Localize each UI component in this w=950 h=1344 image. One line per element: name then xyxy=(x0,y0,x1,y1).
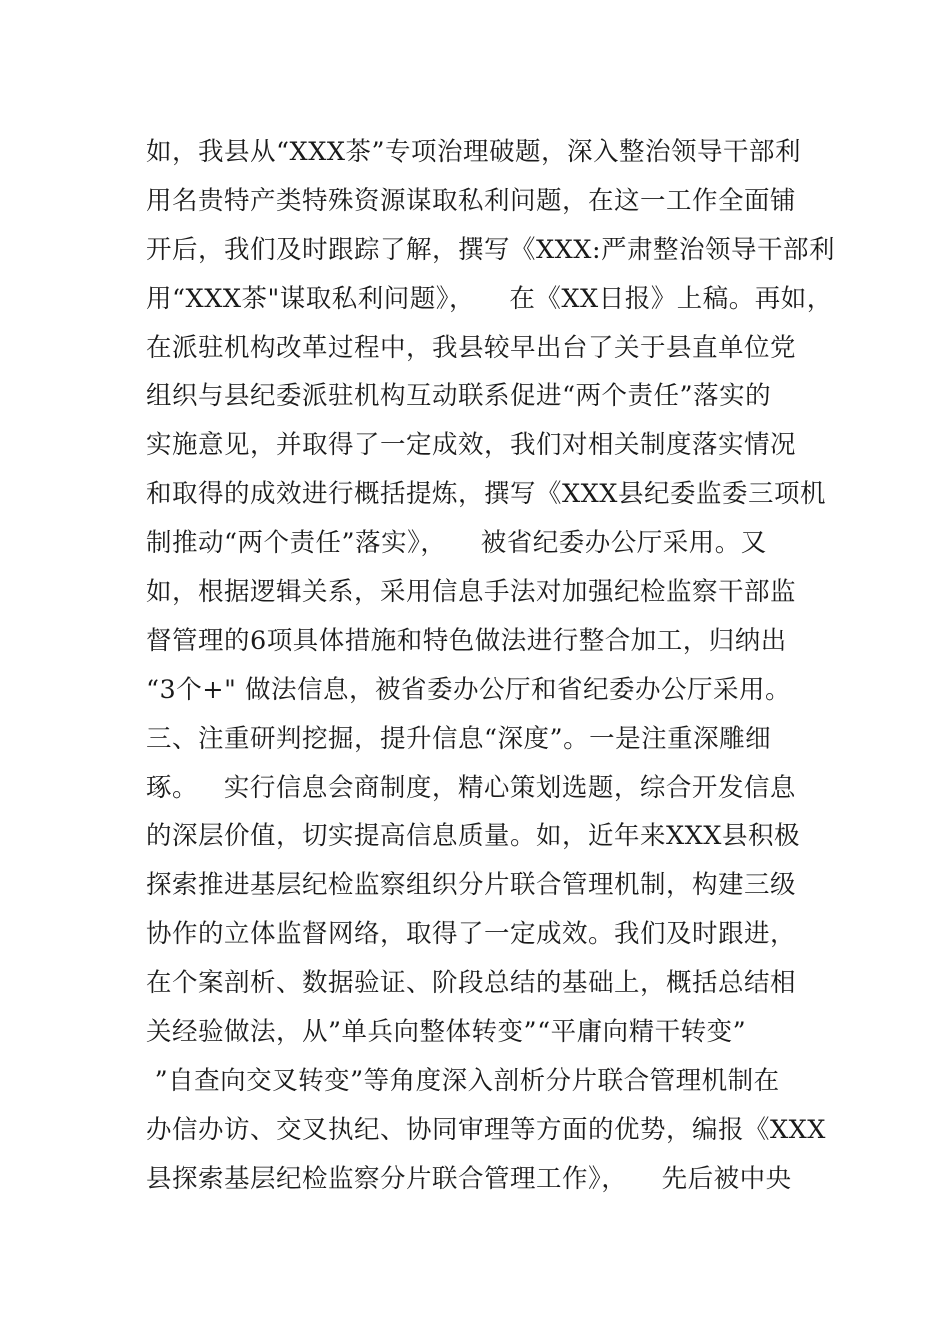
text-line: 督管理的6项具体措施和特色做法进行整合加工，归纳出 xyxy=(146,625,787,656)
text-line: 和取得的成效进行概括提炼，撰写《XXX县纪委监委三项机 xyxy=(146,479,826,510)
text-line: 关经验做法，从”单兵向整体转变”“平庸向精干转变” xyxy=(146,1017,747,1048)
text-line: 协作的立体监督网络，取得了一定成效。我们及时跟进， xyxy=(146,919,797,950)
text-line: 如，根据逻辑关系，采用信息手法对加强纪检监察干部监 xyxy=(146,577,797,608)
text-line: 制推动“两个责任”落实》， 被省纪委办公厅采用。又 xyxy=(146,528,767,559)
text-line: 开后，我们及时跟踪了解，撰写《XXX:严肃整治领导干部利 xyxy=(146,234,836,265)
text-line: 组织与县纪委派驻机构互动联系促进“两个责任”落实的 xyxy=(146,381,772,412)
text-line: 用名贵特产类特殊资源谋取私利问题，在这一工作全面铺 xyxy=(146,185,797,216)
text-line: ”自查向交叉转变”等角度深入剖析分片联合管理机制在 xyxy=(146,1065,780,1096)
section-heading-line: 三、注重研判挖掘，提升信息“深度”。一是注重深雕细 xyxy=(146,723,772,754)
text-line: 县探索基层纪检监察分片联合管理工作》， 先后被中央 xyxy=(146,1163,792,1194)
text-line: 的深层价值，切实提高信息质量。如，近年来XXX县积极 xyxy=(146,821,800,852)
text-line: 办信办访、交叉执纪、协同审理等方面的优势，编报《XXX xyxy=(146,1114,826,1145)
body-text xyxy=(146,128,846,1204)
text-line: 在派驻机构改革过程中，我县较早出台了关于县直单位党 xyxy=(146,332,797,363)
text-line: 在个案剖析、数据验证、阶段总结的基础上，概括总结相 xyxy=(146,968,797,999)
text-line: “3个+" 做法信息，被省委办公厅和省纪委办公厅采用。 xyxy=(146,674,791,705)
text-line: 用“XXX茶"谋取私利问题》， 在《XX日报》上稿。再如， xyxy=(146,283,833,314)
text-line: 琢。 实行信息会商制度，精心策划选题，综合开发信息 xyxy=(146,772,796,803)
text-line: 如，我县从“XXX茶”专项治理破题，深入整治领导干部利 xyxy=(146,137,802,167)
text-line: 探索推进基层纪检监察组织分片联合管理机制，构建三级 xyxy=(146,870,797,901)
text-line: 实施意见，并取得了一定成效，我们对相关制度落实情况 xyxy=(146,430,797,461)
